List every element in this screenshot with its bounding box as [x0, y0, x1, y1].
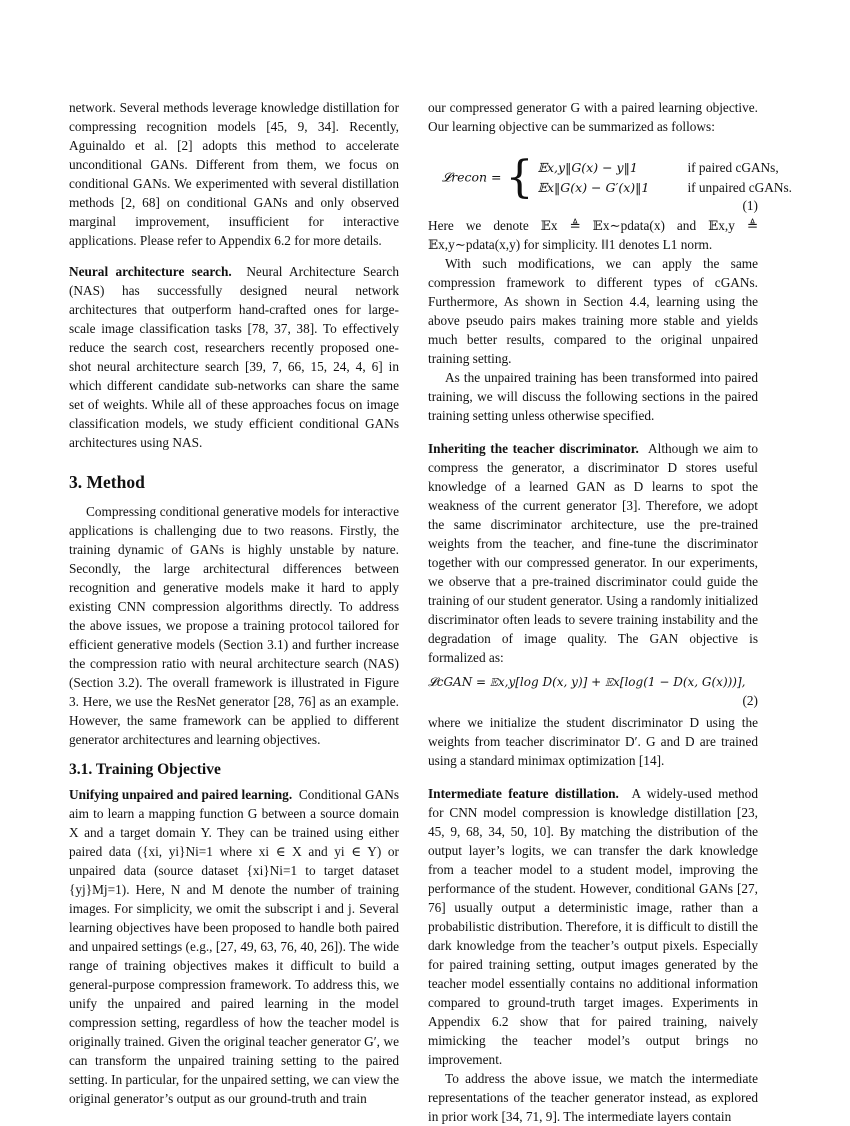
discriminator-paragraph	[428, 439, 758, 667]
address-paragraph: To address the above issue, we match the intermediate representations of the teacher generator instead, as explored in prior work [34, 71, 9]. The intermediate layers contain	[428, 1071, 758, 1124]
eq1-case1: 𝔼x,y‖G(x) − y‖1	[537, 160, 638, 175]
where-paragraph: where we initialize the student discriminator D using the weights from teacher discriminator D′. G and D are trained using a standard minimax optimization [14].	[428, 715, 758, 768]
subsection-title: 3.1. Training Objective	[69, 761, 221, 778]
equation-1	[428, 152, 792, 216]
eq1-cases	[537, 158, 792, 198]
eq1-number: (1)	[742, 198, 758, 213]
eq1-case2: 𝔼x‖G(x) − G′(x)‖1	[537, 180, 650, 195]
eq1-cond1: if paired cGANs,	[687, 160, 779, 175]
feat-heading: Intermediate feature distillation.	[428, 786, 619, 801]
notation-paragraph: Here we denote 𝔼x ≜ 𝔼x∼pdata(x) and 𝔼x,y ≜ 𝔼x,y∼pdata(x,y) for simplicity. ‖‖1 denotes L1 norm.	[428, 218, 758, 252]
eq1-cond2: if unpaired cGANs.	[687, 180, 792, 195]
nas-text: Neural Architecture Search (NAS) has successfully designed neural network architectures that outperform hand-crafted ones for large-scale image classification tasks [78, 37, 38]. To effectively reduce the search cost, researchers recently proposed one-shot neural architecture search [39, 7, 66, 15, 24, 4, 6] in which different candidate sub-networks can share the same set of weights. While all of these approaches focus on image classification models, we study efficient conditional GANs architectures using NAS.	[69, 264, 399, 450]
eq2-body: 𝓛cGAN = 𝔼x,y[log D(x, y)] + 𝔼x[log(1 − D(x, G(x)))],	[428, 675, 746, 689]
left-column	[69, 98, 399, 1108]
eq2-number: (2)	[742, 693, 758, 708]
eq1-lhs: 𝓛recon =	[442, 169, 502, 185]
disc-text: Although we aim to compress the generator, a discriminator D stores useful knowledge of a learned GAN as D learns to spot the weakness of the current generator [3]. Therefore, we adopt the same discriminator architecture, use the pre-trained weights from the teacher, and fine-tune the discriminator together with our compressed generator. In our experiments, we observe that a pre-trained discriminator could guide the training of our student generator. Using a randomly initialized discriminator often leads to severe training instability and the degradation of image quality. The GAN objective is formalized as:	[428, 441, 758, 665]
nas-paragraph	[69, 262, 399, 452]
eq1-brace: {	[505, 152, 534, 203]
continuation-paragraph: our compressed generator G with a paired learning objective. Our learning objective can be summarized as follows:	[428, 100, 758, 134]
right-column	[428, 98, 792, 1126]
equation-2	[428, 673, 758, 713]
feature-paragraph	[428, 784, 758, 1069]
feat-text: A widely-used method for CNN model compression is knowledge distillation [23, 45, 9, 68, 34, 50, 10]. By matching the distribution of the output layer’s logits, we can transfer the dark knowledge from a teacher model to a student model, improving the performance of the student. However, conditional GANs [27, 76] usually output a deterministic image, rather than a probabilistic distribution. Therefore, it is difficult to distill the dark knowledge from the teacher’s output pixels. Especially for paired training setting, output images generated by the teacher model essentially contains no additional information compared to ground-truth target images. Experiments in Appendix 6.2 show that for paired training, naively mimicking the teacher model’s output brings no improvement.	[428, 786, 758, 1067]
unpaired-paragraph: As the unpaired training has been transformed into paired training, we will discuss the following sections in the paired training setting unless otherwise specified.	[428, 370, 758, 423]
unify-heading: Unifying unpaired and paired learning.	[69, 787, 293, 802]
nas-heading: Neural architecture search.	[69, 264, 232, 279]
disc-heading: Inheriting the teacher discriminator.	[428, 441, 639, 456]
modifications-paragraph: With such modifications, we can apply the same compression framework to different types of cGANs. Furthermore, As shown in Section 4.4, learning using the above pseudo pairs makes training more stable and yields much better results, compared to the original unpaired training setting.	[428, 256, 758, 366]
section-title: 3. Method	[69, 472, 145, 492]
method-paragraph: Compressing conditional generative models for interactive applications is challenging due to two reasons. Firstly, the training dynamic of GANs is highly unstable by nature. Secondly, the large architectural differences between recognition and generative models make it hard to apply existing CNN compression algorithms directly. To address the above issues, we propose a training protocol tailored for efficient generative models (Section 3.1) and further increase the compression ratio with neural architecture search (NAS) (Section 3.2). The overall framework is illustrated in Figure 3. Here, we use the ResNet generator [28, 76] as an example. However, the same framework can be applied to different generator architectures and learning objectives.	[69, 504, 399, 747]
unify-paragraph	[69, 785, 399, 1108]
intro-paragraph: network. Several methods leverage knowledge distillation for compressing recognition models [45, 9, 34]. Recently, Aguinaldo et al. [2] adopts this method to accelerate unconditional GANs. Different from them, we focus on conditional GANs. We experimented with several distillation methods [2, 68] on conditional GANs and only observed marginal improvement, insufficient for interactive applications. Please refer to Appendix 6.2 for more details.	[69, 100, 399, 248]
unify-text: Conditional GANs aim to learn a mapping function G between a source domain X and a target domain Y. They can be trained using either paired data ({xi, yi}Ni=1 where xi ∈ X and yi ∈ Y) or unpaired data (source dataset {xi}Ni=1 to target dataset {yj}Mj=1). Here, N and M denote the number of training images. For simplicity, we omit the subscript i and j. Several learning objectives have been proposed to handle both paired and unpaired settings (e.g., [27, 49, 63, 76, 40, 26]). The wide range of training objectives makes it difficult to build a general-purpose compression framework. To address this, we unify the unpaired and paired learning in the model compression setting, regardless of how the teacher model is originally trained. Given the original teacher generator G′, we can transform the unpaired training setting to the paired setting. In particular, for the unpaired setting, we can view the original generator’s output as our ground-truth and train	[69, 787, 400, 1106]
